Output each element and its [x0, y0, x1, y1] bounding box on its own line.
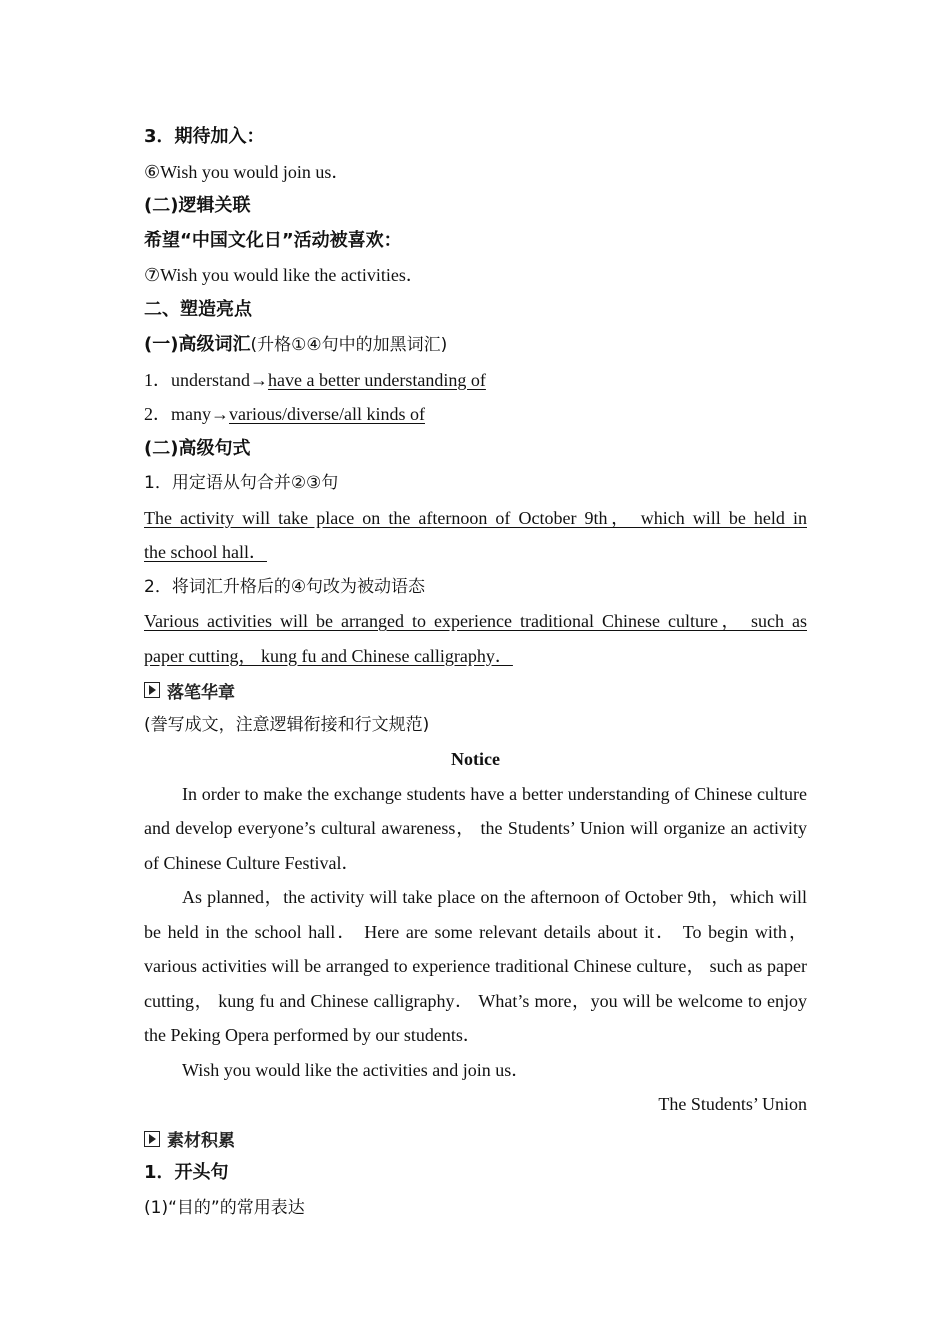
heading-hope: 希望“中国文化日”活动被喜欢：	[144, 229, 402, 251]
heading-highlights: 二、塑造亮点	[144, 298, 252, 320]
heading-join: 3．期待加入：	[144, 126, 265, 147]
vocab-item-2-word: 2．many→	[144, 404, 229, 424]
vocab-item-1-word: 1．understand→	[144, 369, 268, 390]
section-materials-head	[144, 1122, 807, 1157]
heading-sentence-patterns: (二)高级句式	[144, 437, 251, 459]
sentence-7: ⑦Wish you would like the activities．	[144, 265, 424, 285]
heading-vocab	[144, 327, 807, 363]
materials-item-opening: 1．开头句	[144, 1162, 229, 1183]
heading-logic: (二)逻辑关联	[144, 195, 251, 216]
section-writing-title: 落笔华章	[167, 682, 235, 703]
pattern-answer-2-line-2: paper cutting， kung fu and Chinese calligraphy．	[144, 645, 513, 666]
section-writing-head	[144, 673, 807, 708]
writing-note: (誊写成文，注意逻辑衔接和行文规范)	[144, 714, 430, 735]
vocab-item-2-answer: various/diverse/all kinds of	[229, 404, 425, 424]
pattern-answer-1-line-2: the school hall．	[144, 542, 267, 562]
materials-item-purpose: (1)“目的”的常用表达	[144, 1197, 305, 1218]
vocab-item-2	[144, 397, 807, 432]
vocab-item-1-answer: have a better understanding of	[267, 369, 486, 390]
pattern-task-1: 1．用定语从句合并②③句	[144, 473, 339, 493]
document-content	[144, 120, 807, 1225]
pattern-task-2: 2．将词汇升格后的④句改为被动语态	[144, 576, 426, 597]
essay-paragraph-2: As planned，the activity will take place on the afternoon of October 9th，which will be held in the school hall． Here are some relevant details about it． To begin with， various activities will be arranged to experience traditional Chinese culture， such as paper cutting， kung fu and Chinese calligraphy． What’s more，you will be welcome to enjoy the Peking Opera performed by our students．	[144, 887, 807, 1045]
vocab-item-1	[144, 363, 807, 398]
essay-paragraph-1: In order to make the exchange students have a better understanding of Chinese culture and develop everyone’s cultural awareness， the Students’ Union will organize an activity of Chinese Culture Festival．	[144, 783, 807, 873]
essay-signature: The Students’ Union	[658, 1094, 807, 1114]
section-materials-title: 素材积累	[167, 1131, 235, 1152]
play-icon	[144, 682, 160, 698]
essay-title: Notice	[451, 749, 500, 769]
essay-paragraph-3: Wish you would like the activities and join us．	[182, 1059, 530, 1080]
vocab-label: (一)高级词汇	[144, 334, 251, 355]
sentence-6: ⑥Wish you would join us．	[144, 161, 350, 182]
pattern-answer-1-line-1: The activity will take place on the afternoon of October 9th， which will be held in	[144, 507, 807, 528]
play-icon	[144, 1131, 160, 1147]
pattern-answer-2-line-1: Various activities will be arranged to experience traditional Chinese culture， such as	[144, 611, 807, 631]
vocab-note: (升格①④句中的加黑词汇)	[250, 335, 448, 355]
